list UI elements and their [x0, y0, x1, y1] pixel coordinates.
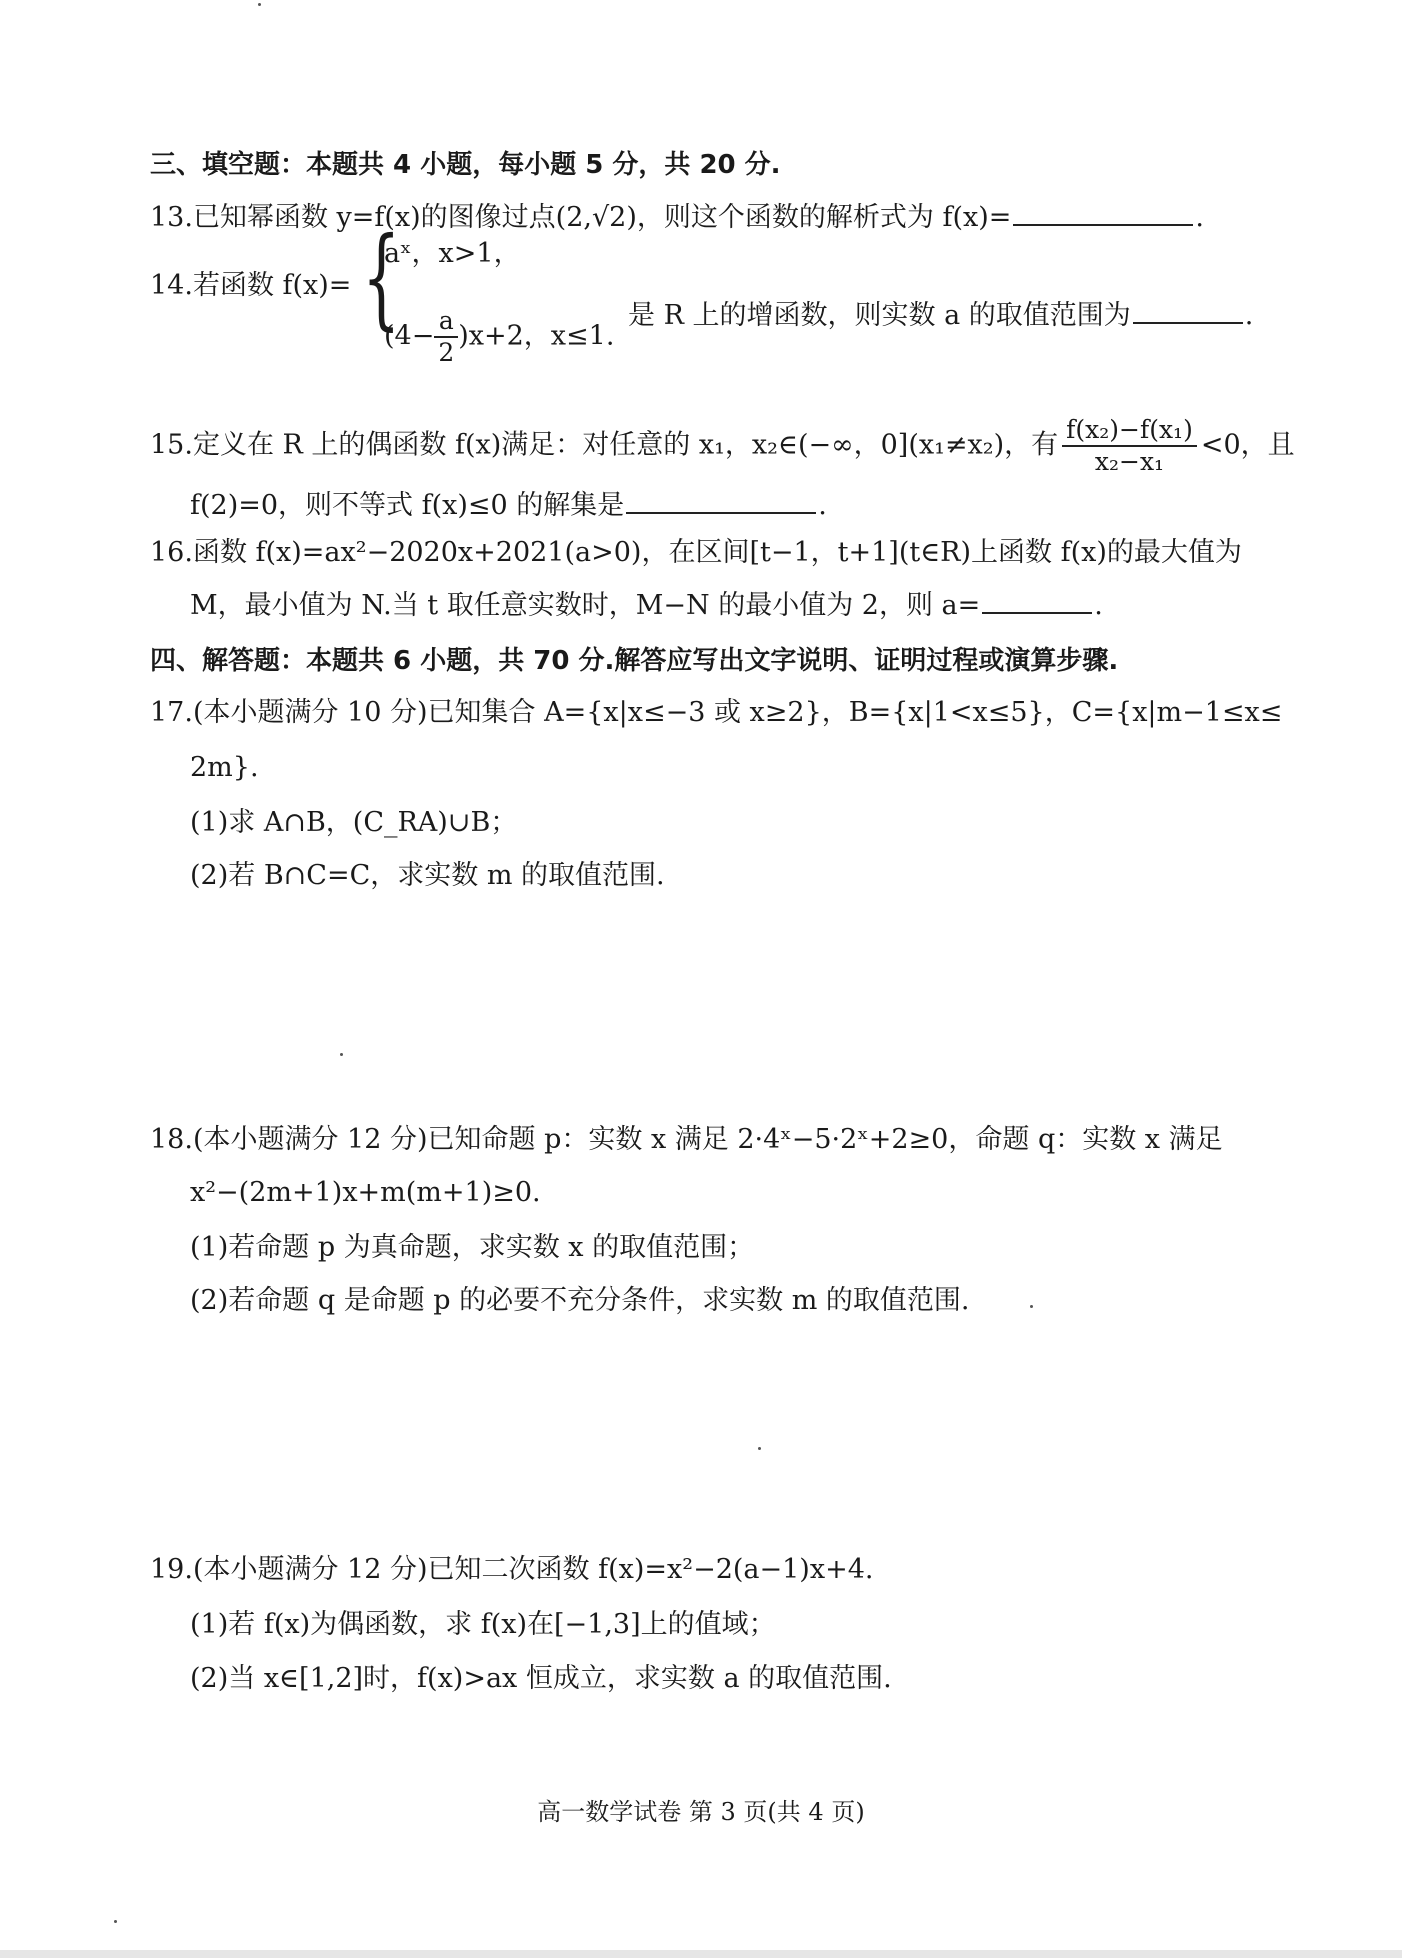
scan-speck: [340, 1053, 343, 1056]
question-19-line1: 19.(本小题满分 12 分)已知二次函数 f(x)=x²−2(a−1)x+4.: [150, 1554, 874, 1585]
question-19-part2: (2)当 x∈[1,2]时，f(x)>ax 恒成立，求实数 a 的取值范围.: [190, 1663, 892, 1694]
question-14-suffix-text: 是 R 上的增函数，则实数 a 的取值范围为: [628, 300, 1131, 331]
question-17-line1: 17.(本小题满分 10 分)已知集合 A={x|x≤−3 或 x≥2}，B={x|1<x≤5}，C={x|m−1≤x≤: [150, 697, 1283, 728]
fraction-denominator: x₂−x₁: [1094, 447, 1165, 476]
question-17-part2: (2)若 B∩C=C，求实数 m 的取值范围.: [190, 860, 665, 891]
section3-heading: 三、填空题：本题共 4 小题，每小题 5 分，共 20 分.: [150, 150, 781, 180]
question-18-line2: x²−(2m+1)x+m(m+1)≥0.: [190, 1177, 541, 1208]
piecewise-case-2: [384, 306, 614, 368]
question-13-end: .: [1195, 202, 1204, 233]
question-17-line2: 2m}.: [190, 752, 259, 783]
question-13: [150, 200, 1204, 236]
scan-speck: [1030, 1305, 1033, 1308]
fraction-numerator: f(x₂)−f(x₁): [1062, 415, 1197, 447]
question-16-end: .: [1094, 590, 1103, 621]
question-15-line2-text: f(2)=0，则不等式 f(x)≤0 的解集是: [190, 490, 625, 521]
answer-blank-14[interactable]: [1133, 298, 1243, 324]
answer-blank-13[interactable]: [1013, 200, 1193, 226]
question-16-line2-text: M，最小值为 N.当 t 取任意实数时，M−N 的最小值为 2，则 a=: [190, 590, 981, 621]
scan-speck: [114, 1920, 117, 1923]
question-14-suffix: [628, 298, 1253, 334]
case-2-right: )x+2，x≤1.: [458, 320, 615, 352]
question-13-text: 13.已知幂函数 y=f(x)的图像过点(2,√2)，则这个函数的解析式为 f(x)=: [150, 202, 1012, 233]
piecewise-case-1: aˣ，x>1，: [384, 238, 521, 269]
scan-speck: [258, 3, 261, 6]
question-15-end: .: [818, 490, 827, 521]
question-16-line1: 16.函数 f(x)=ax²−2020x+2021(a>0)，在区间[t−1，t+1](t∈R)上函数 f(x)的最大值为: [150, 537, 1242, 568]
question-15-text: 15.定义在 R 上的偶函数 f(x)满足：对任意的 x₁，x₂∈(−∞，0](x₁≠x₂)，有: [150, 429, 1059, 461]
fraction-a-over-2: [434, 306, 458, 368]
question-18-line1: 18.(本小题满分 12 分)已知命题 p：实数 x 满足 2·4ˣ−5·2ˣ+2≥0，命题 q：实数 x 满足: [150, 1124, 1223, 1155]
page-footer: 高一数学试卷 第 3 页(共 4 页): [537, 1798, 865, 1826]
scan-speck: [758, 1447, 761, 1450]
question-15-line1: [150, 415, 1295, 477]
scan-bottom-edge: [0, 1950, 1402, 1958]
question-15-line2: [190, 488, 827, 524]
question-15-line1-end: <0，且: [1200, 429, 1295, 461]
question-18-part1: (1)若命题 p 为真命题，求实数 x 的取值范围；: [190, 1232, 755, 1263]
question-19-part1: (1)若 f(x)为偶函数，求 f(x)在[−1,3]上的值域；: [190, 1609, 776, 1640]
answer-blank-16[interactable]: [982, 588, 1092, 614]
answer-blank-15[interactable]: [626, 488, 816, 514]
question-17-part1: (1)求 A∩B，(C_RA)∪B；: [190, 807, 518, 838]
fraction-numerator: a: [434, 306, 458, 338]
question-14-prefix: 14.若函数 f(x)=: [150, 270, 352, 301]
section4-heading: 四、解答题：本题共 6 小题，共 70 分.解答应写出文字说明、证明过程或演算步骤.: [150, 646, 1119, 676]
question-18-part2: (2)若命题 q 是命题 p 的必要不充分条件，求实数 m 的取值范围.: [190, 1285, 970, 1316]
case-2-left: (4−: [384, 320, 435, 352]
fraction-difference-quotient: [1062, 415, 1197, 477]
fraction-denominator: 2: [438, 338, 455, 367]
question-16-line2: [190, 588, 1103, 624]
question-14-end: .: [1244, 300, 1254, 331]
piecewise-brace: {: [362, 213, 401, 341]
